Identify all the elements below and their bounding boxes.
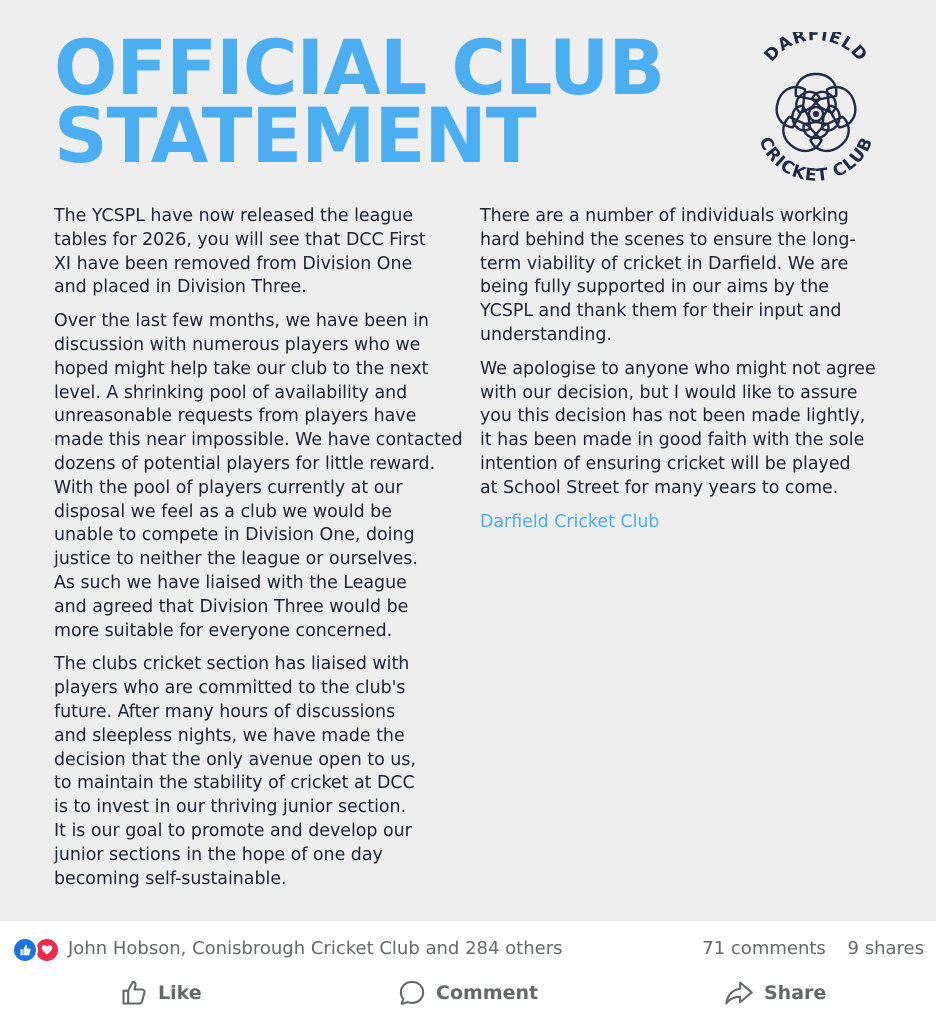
text-line: future. After many hours of discussions [54, 701, 396, 722]
svg-text:DARFIELD [761, 32, 872, 66]
statement-paragraph [54, 653, 454, 891]
text-line: being fully supported in our aims by the [480, 277, 829, 298]
text-line: it has been made in good faith with the sole [480, 430, 865, 451]
headline-line-1: OFFICIAL CLUB [54, 23, 665, 112]
text-line: more suitable for everyone concerned. [54, 620, 393, 641]
share-button[interactable] [724, 978, 826, 1008]
logo-top-text: DARFIELD [760, 32, 872, 66]
comment-label: Comment [436, 982, 539, 1004]
comment-button[interactable] [398, 978, 538, 1008]
headline-line-2: STATEMENT [54, 91, 536, 180]
text-line: YCSPL and thank them for their input and [480, 301, 842, 322]
text-line: and placed in Division Three. [54, 277, 307, 298]
text-line: With the pool of players currently at our [54, 477, 403, 498]
text-line: made this near impossible. We have contacted [54, 430, 463, 451]
club-logo [744, 32, 888, 192]
text-line: discussion with numerous players who we [54, 334, 421, 355]
headline [54, 23, 665, 180]
statement-left-column [54, 205, 463, 901]
text-line: As such we have liaised with the League [54, 572, 407, 593]
text-line: and agreed that Division Three would be [54, 596, 409, 617]
statement-paragraph [480, 358, 880, 501]
text-line: intention of ensuring cricket will be played [480, 453, 851, 474]
text-line: at School Street for many years to come. [480, 477, 839, 498]
statement-right-column [480, 205, 880, 534]
thumbs-up-icon [120, 979, 148, 1007]
reaction-icons[interactable] [12, 937, 64, 961]
comment-bubble-icon [398, 979, 426, 1007]
text-line: unable to compete in Division One, doing [54, 525, 415, 546]
statement-paragraph [54, 205, 454, 300]
text-line: tables for 2026, you will see that DCC First [54, 229, 426, 250]
text-line: with our decision, but I would like to assure [480, 382, 858, 403]
text-line: We apologise to anyone who might not agree [480, 358, 876, 379]
text-line: you this decision has not been made lightly, [480, 406, 866, 427]
rose-icon [772, 74, 861, 158]
like-label: Like [158, 982, 202, 1004]
text-line: term viability of cricket in Darfield. We are [480, 253, 849, 274]
text-line: decision that the only avenue open to us, [54, 749, 416, 770]
svg-text:CRICKET CLUB [754, 134, 877, 186]
text-line: There are a number of individuals working [480, 206, 849, 226]
text-line: hoped might help take our club to the next [54, 358, 429, 379]
text-line: It is our goal to promote and develop our [54, 820, 412, 841]
text-line: level. A shrinking pool of availability and [54, 382, 408, 403]
reactors-text[interactable]: John Hobson, Conisbrough Cricket Club and 284 others [68, 938, 563, 959]
statement-paragraph [480, 205, 880, 348]
text-line: unreasonable requests from players have [54, 406, 417, 427]
thumbs-up-reaction-icon [12, 937, 38, 963]
share-label: Share [764, 982, 827, 1004]
statement-paragraph [54, 310, 463, 643]
text-line: junior sections in the hope of one day [54, 844, 383, 865]
text-line: becoming self-sustainable. [54, 868, 287, 889]
club-logo-graphic [744, 32, 888, 192]
text-line: players who are committed to the club's [54, 678, 406, 699]
text-line: disposal we feel as a club we would be [54, 501, 392, 522]
text-line: and sleepless nights, we have made the [54, 725, 405, 746]
logo-bottom-text: CRICKET CLUB [754, 133, 878, 186]
text-line: XI have been removed from Division One [54, 253, 413, 274]
text-line: to maintain the stability of cricket at DCC [54, 773, 415, 794]
divider [0, 920, 936, 921]
action-bar [0, 968, 936, 1024]
text-line: justice to neither the league or ourselves. [54, 549, 418, 570]
text-line: understanding. [480, 324, 612, 345]
shares-count[interactable]: 9 shares [847, 938, 924, 959]
text-line: The clubs cricket section has liaised with [54, 654, 410, 675]
text-line: hard behind the scenes to ensure the long- [480, 229, 856, 250]
engagement-counts [702, 938, 924, 959]
reaction-stats-bar [0, 928, 936, 968]
share-arrow-icon [724, 979, 754, 1007]
text-line: dozens of potential players for little reward. [54, 453, 436, 474]
text-line: is to invest in our thriving junior section. [54, 797, 407, 818]
comments-count[interactable]: 71 comments [702, 938, 826, 959]
signoff: Darfield Cricket Club [480, 511, 660, 532]
text-line: Over the last few months, we have been in [54, 311, 429, 332]
like-button[interactable] [120, 978, 202, 1008]
text-line: The YCSPL have now released the league [54, 206, 414, 226]
